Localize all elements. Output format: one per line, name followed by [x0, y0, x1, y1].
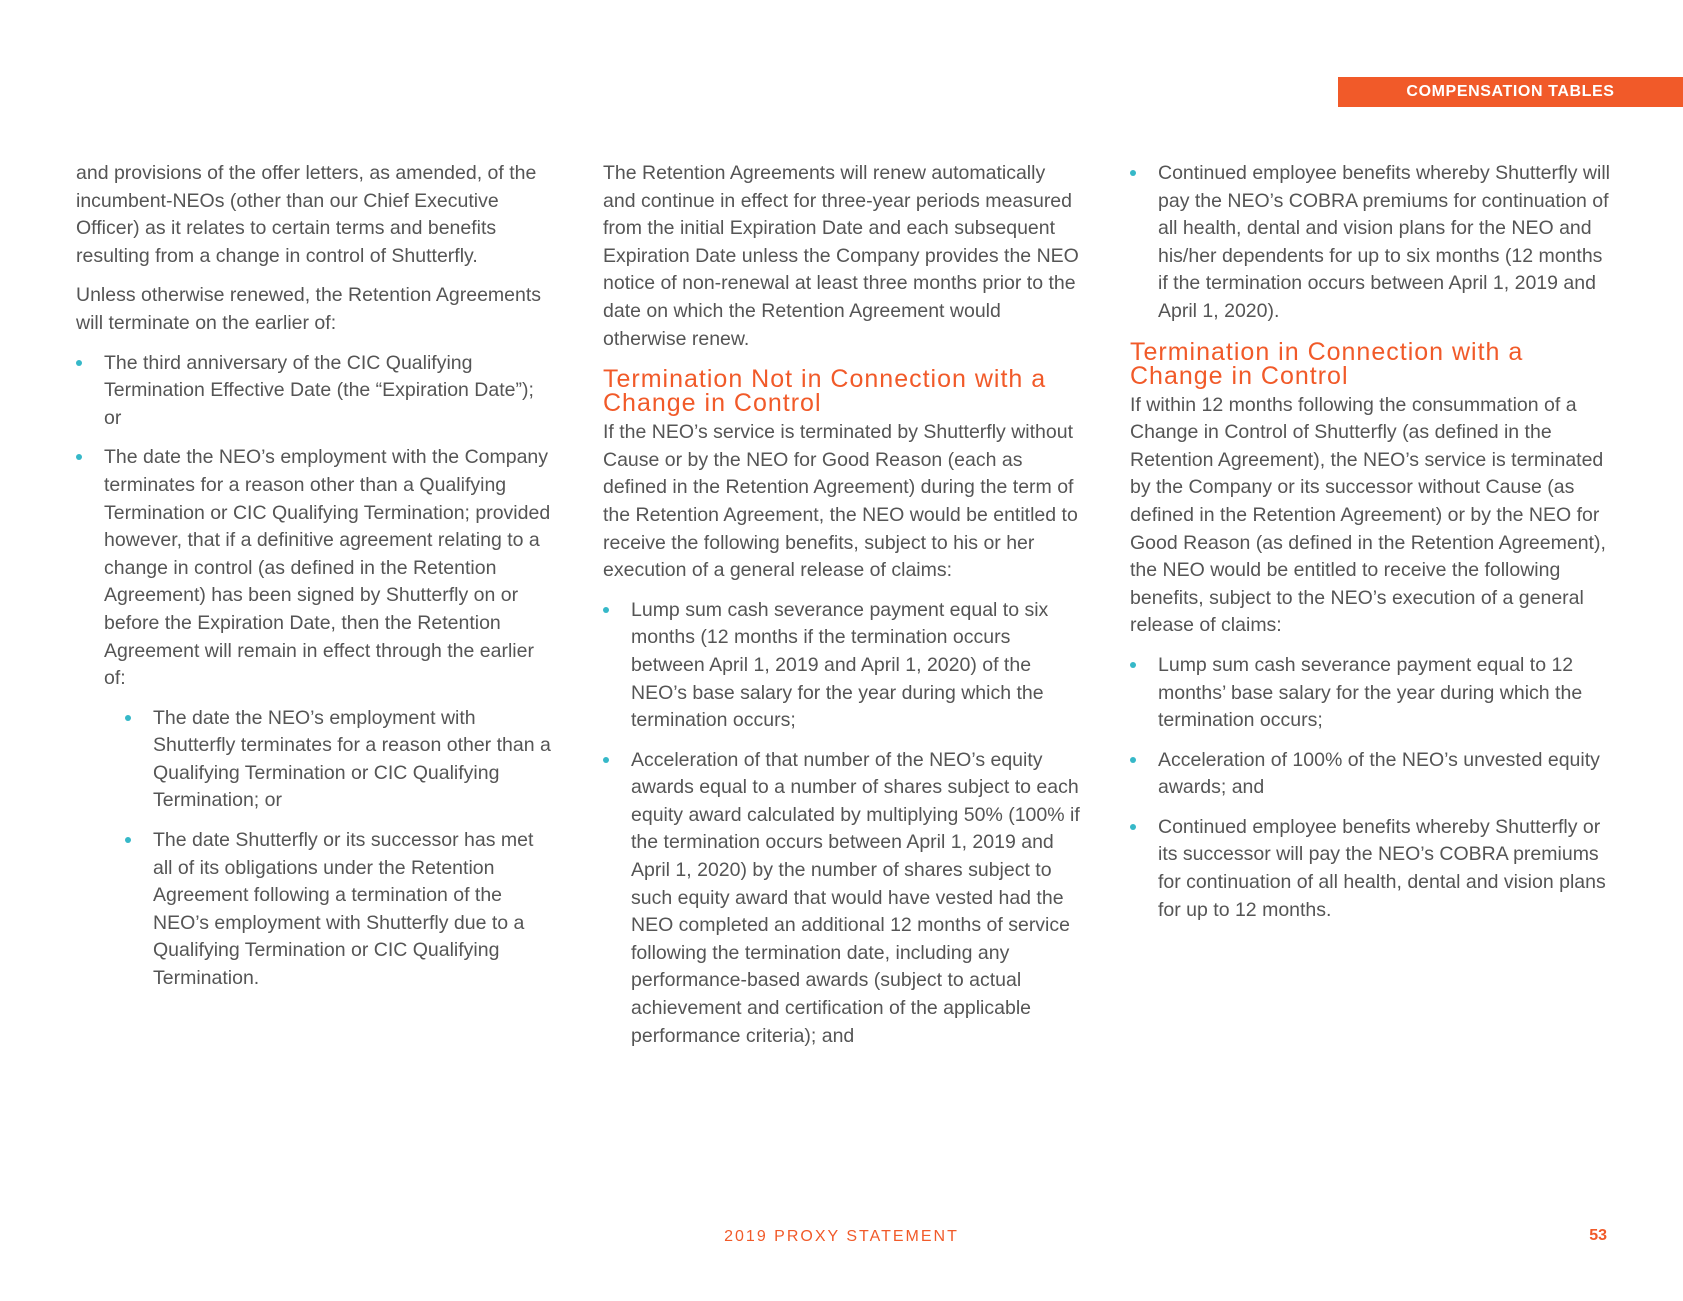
section-heading: Termination Not in Connection with a Change in Control	[603, 365, 1047, 418]
bullet-icon	[76, 454, 82, 460]
list-item	[125, 827, 554, 993]
list-item-text: The third anniversary of the CIC Qualifying Termination Effective Date (the “Expiration Date”); or	[104, 351, 534, 429]
bullet-icon	[1130, 170, 1136, 176]
list-item	[125, 705, 554, 815]
bullet-icon	[1130, 757, 1136, 763]
list-item-text: Lump sum cash severance payment equal to 12 months’ base salary for the year during which the termination occurs;	[1158, 653, 1583, 732]
sub-bullet-list	[76, 705, 554, 993]
bullet-list	[1130, 160, 1610, 326]
list-item-text: The date the NEO’s employment with Shutterfly terminates for a reason other than a Qualifying Termination or CIC Qualifying Termination; or	[153, 706, 551, 812]
column-left	[76, 160, 554, 1005]
list-item	[1130, 747, 1610, 802]
list-item-text: Lump sum cash severance payment equal to six months (12 months if the termination occurs between April 1, 2019 and April 1, 2020) of the NEO’s base salary for the year during which the termination occurs;	[631, 598, 1049, 732]
list-item	[603, 747, 1083, 1051]
list-item	[76, 350, 554, 433]
bullet-icon	[76, 360, 82, 366]
footer-title: 2019 PROXY STATEMENT	[724, 1228, 959, 1245]
paragraph: and provisions of the offer letters, as amended, of the incumbent-NEOs (other than our Chief Executive Officer) as it relates to certain terms and benefits resulting from a change in control of Shutterfly.	[76, 162, 537, 267]
bullet-icon	[1130, 662, 1136, 668]
section-heading: Termination in Connection with a Change in Control	[1130, 337, 1524, 390]
page-number: 53	[1589, 1227, 1607, 1244]
list-item-text: The date Shutterfly or its successor has met all of its obligations under the Retention Agreement following a termination of the NEO’s employment with Shutterfly due to a Qualifying Termination or CIC Qualifying Termination.	[153, 829, 534, 990]
paragraph: If the NEO’s service is terminated by Shutterfly without Cause or by the NEO for Good Reason (each as defined in the Retention Agreement) during the term of the Retention Agreement, the NEO would be entitled to receive the following benefits, subject to his or her execution of a general release of claims:	[603, 421, 1078, 582]
list-item	[603, 597, 1083, 735]
section-tab: COMPENSATION TABLES	[1338, 77, 1683, 107]
column-middle	[603, 160, 1083, 1062]
bullet-list	[76, 350, 554, 993]
bullet-icon	[603, 607, 609, 613]
bullet-icon	[125, 837, 131, 843]
column-right	[1130, 160, 1610, 936]
bullet-icon	[603, 757, 609, 763]
list-item	[76, 444, 554, 992]
paragraph: The Retention Agreements will renew automatically and continue in effect for three-year periods measured from the initial Expiration Date and each subsequent Expiration Date unless the Company provides the NEO notice of non-renewal at least three months prior to the date on which the Retention Agreement would otherwise renew.	[603, 162, 1079, 350]
bullet-list	[603, 597, 1083, 1051]
paragraph: If within 12 months following the consummation of a Change in Control of Shutterfly (as defined in the Retention Agreement), the NEO’s service is terminated by the Company or its successor without Cause (as defined in the Retention Agreement) or by the NEO for Good Reason (as defined in the Retention Agreement), the NEO would be entitled to receive the following benefits, subject to the NEO’s execution of a general release of claims:	[1130, 393, 1606, 637]
paragraph: Unless otherwise renewed, the Retention Agreements will terminate on the earlier of:	[76, 284, 542, 334]
bullet-icon	[125, 715, 131, 721]
list-item-text: The date the NEO’s employment with the Company terminates for a reason other than a Qualifying Termination or CIC Qualifying Termination; provided however, that if a definitive agreement relating to a change in control (as defined in the Retention Agreement) has been signed by Shutterfly on or before the Expiration Date, then the Retention Agreement will remain in effect through the earlier of:	[104, 446, 551, 690]
list-item-text: Continued employee benefits whereby Shutterfly will pay the NEO’s COBRA premiums for continuation of all health, dental and vision plans for the NEO and his/her dependents for up to six months (12 months if the termination occurs between April 1, 2019 and April 1, 2020).	[1158, 162, 1610, 322]
list-item	[1130, 652, 1610, 735]
list-item-text: Continued employee benefits whereby Shutterfly or its successor will pay the NEO’s COBRA premiums for continuation of all health, dental and vision plans for up to 12 months.	[1158, 815, 1606, 921]
bullet-list	[1130, 652, 1610, 924]
list-item	[1130, 160, 1610, 326]
bullet-icon	[1130, 824, 1136, 830]
list-item	[1130, 814, 1610, 924]
list-item-text: Acceleration of 100% of the NEO’s unvested equity awards; and	[1158, 748, 1600, 799]
list-item-text: Acceleration of that number of the NEO’s equity awards equal to a number of shares subject to each equity award calculated by multiplying 50% (100% if the termination occurs between April 1, 2019 and April 1, 2020) by the number of shares subject to such equity award that would have vested had the NEO completed an additional 12 months of service following the termination date, including any performance-based awards (subject to actual achievement and certification of the applicable performance criteria); and	[631, 748, 1080, 1047]
